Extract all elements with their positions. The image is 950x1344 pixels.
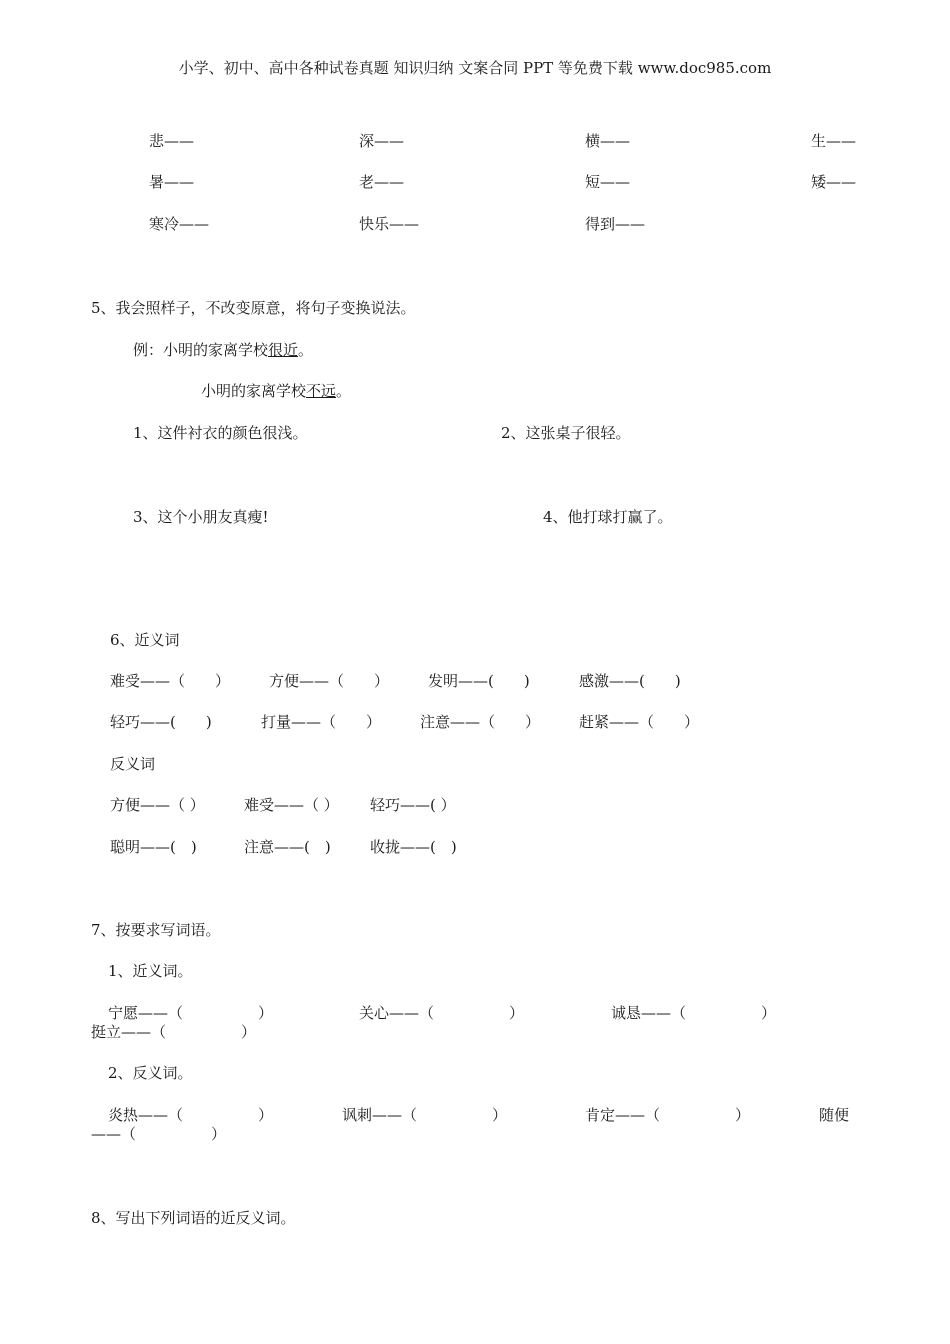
- word-item: 寒冷——: [149, 215, 210, 233]
- q6-item: 轻巧——( ）: [370, 796, 456, 814]
- q5-answer-end: 。: [336, 382, 352, 400]
- q7-sub1: 1、近义词。: [108, 962, 193, 980]
- q5-item: 3、这个小朋友真瘦!: [133, 508, 269, 526]
- q6-item: 赶紧——（ ）: [579, 713, 700, 731]
- word-item: 暑——: [149, 173, 195, 191]
- word-item: 快乐——: [359, 215, 420, 233]
- question-7-title: 7、按要求写词语。: [91, 921, 221, 939]
- word-item: 得到——: [585, 215, 646, 233]
- q6-item: 发明——( ): [428, 672, 530, 690]
- q5-answer-underlined: 不远: [306, 382, 337, 400]
- q6-item: 难受——（ ）: [244, 796, 339, 814]
- q6-item: 感激——( ): [579, 672, 681, 690]
- word-item: 深——: [359, 132, 405, 150]
- q6-item: 方便——（ ）: [269, 672, 390, 690]
- q5-example-underlined: 很近: [268, 341, 299, 359]
- q6-item: 注意——( ): [244, 838, 331, 856]
- q7-item: 炎热——（ ）: [108, 1106, 274, 1124]
- q6-item: 难受——（ ）: [110, 672, 231, 690]
- word-item: 横——: [585, 132, 631, 150]
- q5-item: 4、他打球打赢了。: [543, 508, 673, 526]
- q7-item: 肯定——（ ）: [585, 1106, 751, 1124]
- q6-item: 打量——（ ）: [261, 713, 382, 731]
- q5-answer-prefix: 小明的家离学校: [201, 382, 307, 400]
- q5-example-answer: [201, 381, 351, 401]
- q6-item: 聪明——( ): [110, 838, 197, 856]
- question-6-title: 6、近义词: [110, 631, 180, 649]
- word-item: 老——: [359, 173, 405, 191]
- q5-example: [133, 340, 313, 360]
- q7-item: 关心——（ ）: [359, 1004, 525, 1022]
- question-5-title: 5、我会照样子，不改变原意，将句子变换说法。: [91, 299, 416, 317]
- q6-item: 注意——（ ）: [420, 713, 541, 731]
- word-item: 悲——: [149, 132, 195, 150]
- q7-item: ——（ ）: [91, 1125, 227, 1143]
- q7-item: 讽刺——（ ）: [342, 1106, 508, 1124]
- q5-example-end: 。: [298, 341, 314, 359]
- q7-item: 诚恳——（ ）: [611, 1004, 777, 1022]
- question-8-title: 8、写出下列词语的近反义词。: [91, 1209, 296, 1227]
- q5-example-prefix: 例：小明的家离学校: [133, 341, 269, 359]
- word-item: 生——: [811, 132, 857, 150]
- page-header: 小学、初中、高中各种试卷真题 知识归纳 文案合同 PPT 等免费下载 www.doc985.com: [178, 59, 772, 77]
- word-item: 短——: [585, 173, 631, 191]
- q6-item: 收拢——( ): [370, 838, 457, 856]
- q5-item: 1、这件衬衣的颜色很浅。: [133, 424, 308, 442]
- q6-item: 轻巧——( ): [110, 713, 212, 731]
- word-item: 矮——: [811, 173, 857, 191]
- q7-item: 随便: [819, 1106, 850, 1124]
- q7-sub2: 2、反义词。: [108, 1064, 193, 1082]
- q6-item: 方便——（ ）: [110, 796, 205, 814]
- q7-item: 挺立——（ ）: [91, 1023, 257, 1041]
- q6-antonym-title: 反义词: [110, 755, 156, 773]
- q5-item: 2、这张桌子很轻。: [501, 424, 631, 442]
- q7-item: 宁愿——（ ）: [108, 1004, 274, 1022]
